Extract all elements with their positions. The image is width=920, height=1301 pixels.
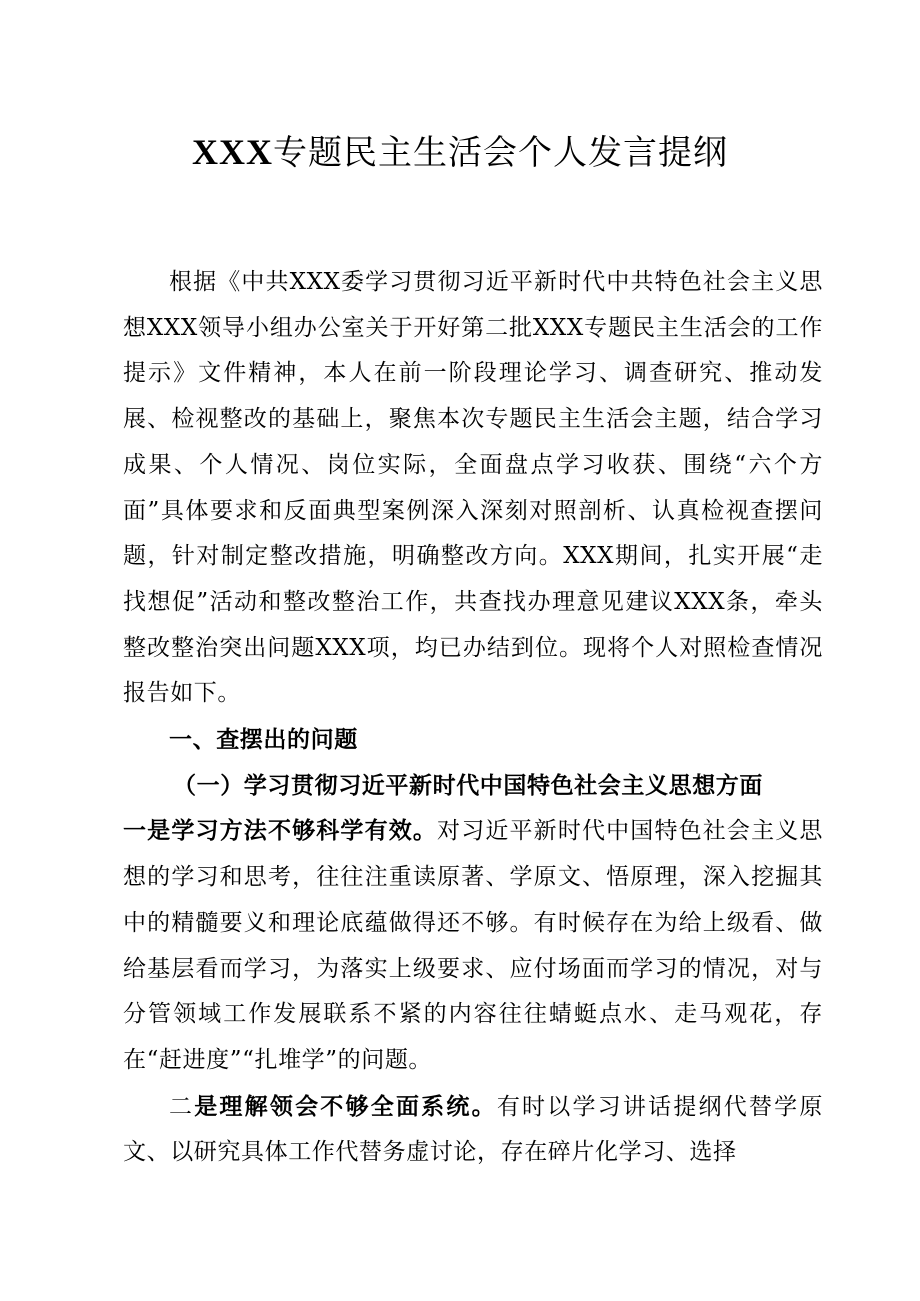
title-text: 专题民主生活会个人发言提纲	[273, 133, 728, 173]
subsection-heading-1: （一）学习贯彻习近平新时代中国特色社会主义思想方面	[173, 771, 763, 799]
section-heading-1: 一、查摆出的问题	[169, 726, 358, 754]
point-paragraph-1	[123, 808, 823, 1083]
point-1-lead: 一是学习方法不够科学有效。	[123, 817, 438, 845]
point-1-body: 对习近平新时代中国特色社会主义思想的学习和思考，往往注重读原著、学原文、悟原理，深入挖掘其中的精髓要义和理论底蕴做得还不够。有时候存在为给上级看、做给基层看而学习，为落实上级要求、应付场面而学习的情况，对与分管领域工作发展联系不紧的内容往往蜻蜓点水、走马观花，存在“赶进度”“扎堆学”的问题。	[123, 818, 823, 1073]
title-prefix: XXX	[192, 132, 273, 172]
point-paragraph-2	[123, 1084, 823, 1176]
intro-paragraph: 根据《中共XXX委学习贯彻习近平新时代中共特色社会主义思想XXX领导小组办公室关于开好第二批XXX专题民主生活会的工作提示》文件精神，本人在前一阶段理论学习、调查研究、推动发展、检视整改的基础上，聚焦本次专题民主生活会主题，结合学习成果、个人情况、岗位实际，全面盘点学习收获、围绕“六个方面”具体要求和反面典型案例深入深刻对照剖析、认真检视查摆问题，针对制定整改措施，明确整改方向。XXX期间，扎实开展“走找想促”活动和整改整治工作，共查找办理意见建议XXX条，牵头整改整治突出问题XXX项，均已办结到位。现将个人对照检查情况报告如下。	[123, 269, 823, 707]
document-body	[123, 260, 823, 1176]
point-2-body: 有时以学习讲话提纲代替学原文、以研究具体工作代替务虚讨论，存在碎片化学习、选择	[123, 1093, 823, 1166]
point-2-lead-plain: 二	[169, 1093, 195, 1120]
point-2-lead: 是理解领会不够全面系统。	[194, 1092, 497, 1120]
document-title	[0, 124, 920, 181]
